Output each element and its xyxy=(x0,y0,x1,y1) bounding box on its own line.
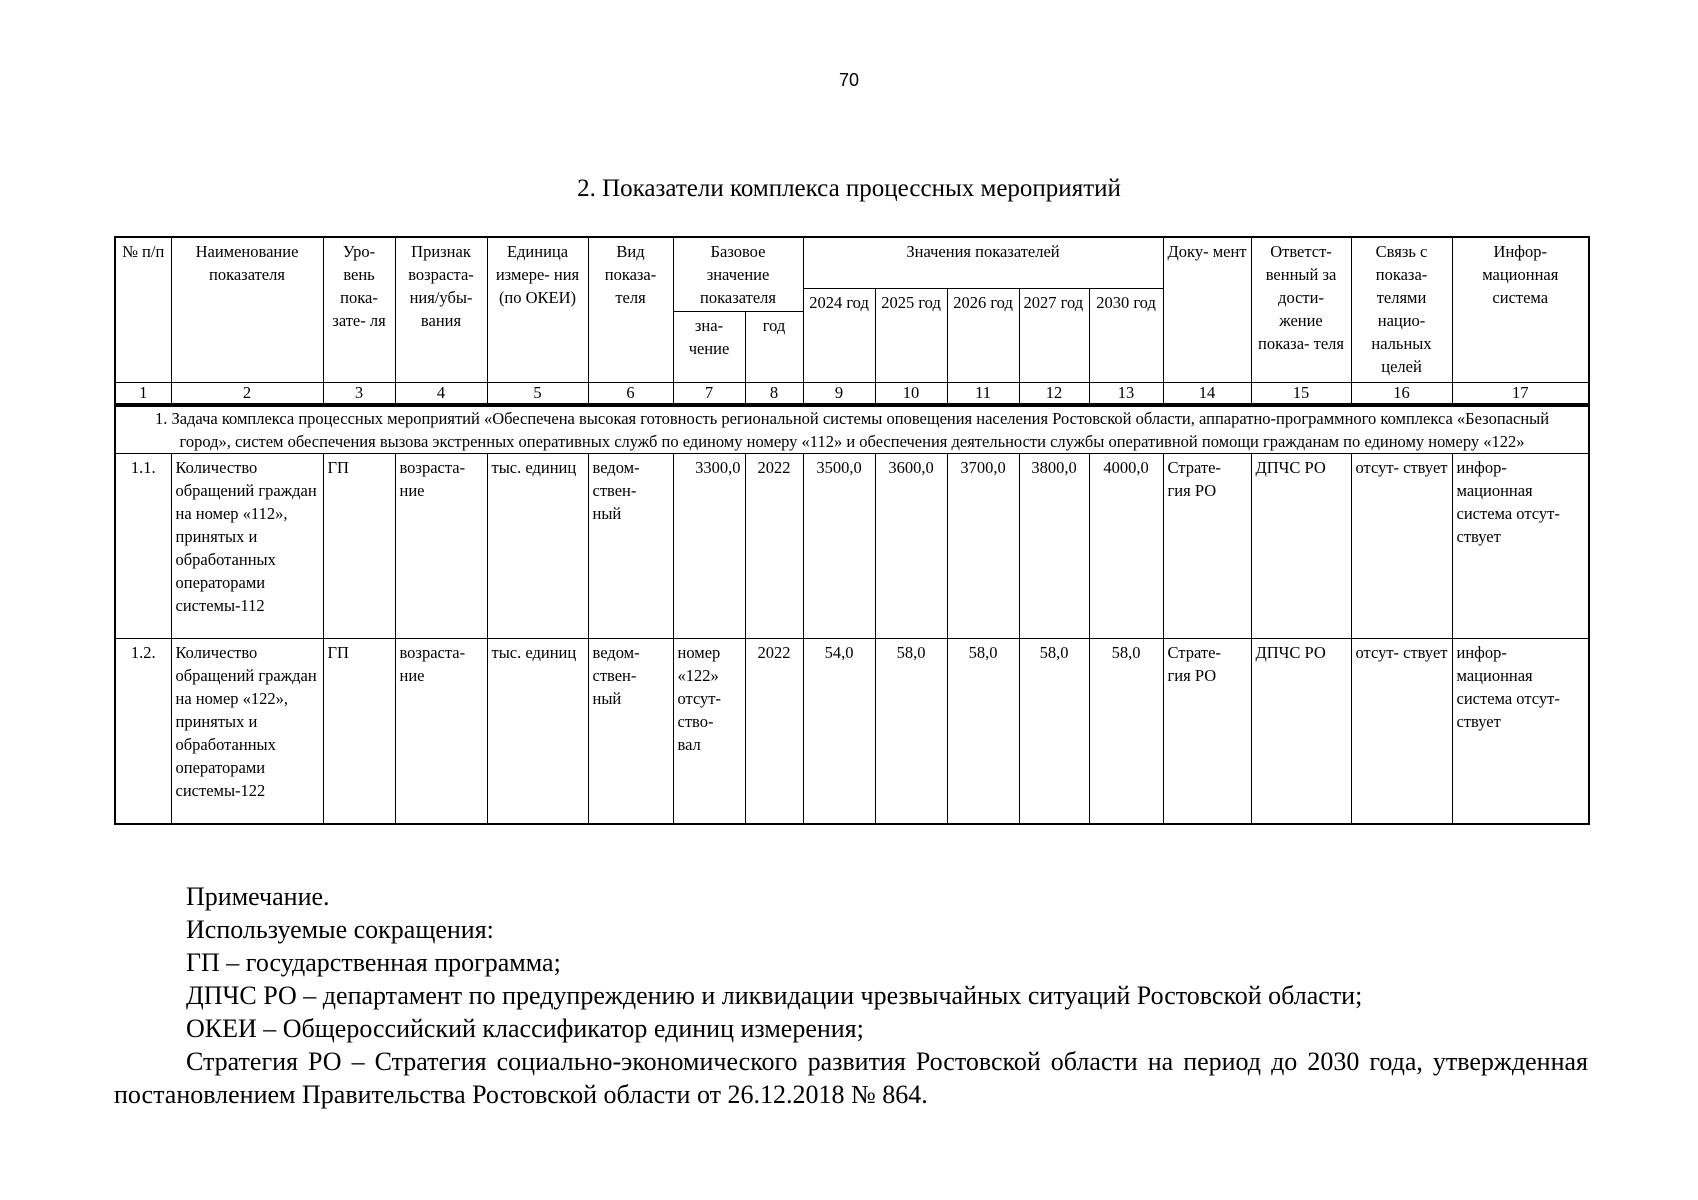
cell-name: Количество обращений граждан на номер «122», принятых и обработанных операторами системы-122 xyxy=(171,639,323,825)
cell-level: ГП xyxy=(323,639,395,825)
header-level: Уро- вень пока- зате- ля xyxy=(323,237,395,383)
header-2030: 2030 год xyxy=(1089,289,1163,383)
cell-doc: Страте- гия РО xyxy=(1163,454,1251,639)
abbreviation-item: Стратегия РО – Стратегия социально-экономического развития Ростовской области на период до 2030 года, утвержденная постановлением Правительства Ростовской области от 26.12.2018 № 864. xyxy=(114,1047,1588,1109)
cell-base-value: номер «122» отсут- ство- вал xyxy=(673,639,745,825)
cell-type: ведом- ствен- ный xyxy=(588,639,673,825)
cell-2027: 3800,0 xyxy=(1019,454,1089,639)
cell-info: инфор- мационная система отсут- ствует xyxy=(1452,639,1589,825)
col-number: 7 xyxy=(673,383,745,406)
col-number: 4 xyxy=(395,383,487,406)
col-number: 6 xyxy=(588,383,673,406)
header-base-year: год xyxy=(745,312,803,383)
header-resp: Ответст- венный за дости- жение показа- теля xyxy=(1251,237,1351,383)
table-row xyxy=(115,639,1589,825)
cell-2024: 3500,0 xyxy=(803,454,875,639)
cell-num: 1.2. xyxy=(115,639,171,825)
col-number: 9 xyxy=(803,383,875,406)
col-number: 16 xyxy=(1351,383,1452,406)
column-numbers-row xyxy=(115,383,1589,406)
header-sign: Признак возраста- ния/убы- вания xyxy=(395,237,487,383)
cell-base-value: 3300,0 xyxy=(673,454,745,639)
header-num: № п/п xyxy=(115,237,171,383)
cell-info: инфор- мационная система отсут- ствует xyxy=(1452,454,1589,639)
notes-section xyxy=(114,880,1588,1111)
cell-2026: 58,0 xyxy=(947,639,1019,825)
col-number: 11 xyxy=(947,383,1019,406)
cell-resp: ДПЧС РО xyxy=(1251,454,1351,639)
cell-doc: Страте- гия РО xyxy=(1163,639,1251,825)
header-info: Инфор- мационная система xyxy=(1452,237,1589,383)
col-number: 3 xyxy=(323,383,395,406)
cell-2026: 3700,0 xyxy=(947,454,1019,639)
header-values: Значения показателей xyxy=(803,237,1163,289)
header-type: Вид показа- теля xyxy=(588,237,673,383)
cell-sign: возраста- ние xyxy=(395,639,487,825)
col-number: 10 xyxy=(875,383,947,406)
abbreviation-item: ГП – государственная программа; xyxy=(186,948,561,977)
abbreviations-heading: Используемые сокращения: xyxy=(186,915,494,944)
task-text: 1. Задача комплекса процессных мероприятий «Обеспечена высокая готовность региональной системы оповещения населения Ростовской области, аппаратно-программного комплекса «Безопасный город», систем обеспечения вызова экстренных оперативных служб по единому номеру «112» и обеспечения деятельности службы оперативной помощи гражданам по единому номеру «122» xyxy=(115,405,1589,454)
page-number: 70 xyxy=(838,70,860,90)
cell-link: отсут- ствует xyxy=(1351,454,1452,639)
cell-2030: 58,0 xyxy=(1089,639,1163,825)
cell-2025: 3600,0 xyxy=(875,454,947,639)
col-number: 15 xyxy=(1251,383,1351,406)
col-number: 1 xyxy=(115,383,171,406)
table-row xyxy=(115,454,1589,639)
cell-base-year: 2022 xyxy=(745,454,803,639)
cell-resp: ДПЧС РО xyxy=(1251,639,1351,825)
cell-type: ведом- ствен- ный xyxy=(588,454,673,639)
col-number: 12 xyxy=(1019,383,1089,406)
header-name: Наименование показателя xyxy=(171,237,323,383)
cell-2030: 4000,0 xyxy=(1089,454,1163,639)
task-row xyxy=(115,405,1589,454)
cell-2024: 54,0 xyxy=(803,639,875,825)
header-unit: Единица измере- ния (по ОКЕИ) xyxy=(487,237,588,383)
cell-unit: тыс. единиц xyxy=(487,639,588,825)
cell-level: ГП xyxy=(323,454,395,639)
col-number: 2 xyxy=(171,383,323,406)
cell-num: 1.1. xyxy=(115,454,171,639)
header-2024: 2024 год xyxy=(803,289,875,383)
cell-2027: 58,0 xyxy=(1019,639,1089,825)
abbreviation-item: ОКЕИ – Общероссийский классификатор единиц измерения; xyxy=(186,1014,864,1043)
col-number: 13 xyxy=(1089,383,1163,406)
header-base: Базовое значение показателя xyxy=(673,237,803,312)
header-link: Связь с показа- телями нацио- нальных целей xyxy=(1351,237,1452,383)
header-2027: 2027 год xyxy=(1019,289,1089,383)
header-row-1 xyxy=(115,237,1589,289)
abbreviation-item: ДПЧС РО – департамент по предупреждению и ликвидации чрезвычайных ситуаций Ростовской области; xyxy=(186,981,1363,1010)
cell-sign: возраста- ние xyxy=(395,454,487,639)
header-2025: 2025 год xyxy=(875,289,947,383)
col-number: 5 xyxy=(487,383,588,406)
cell-unit: тыс. единиц xyxy=(487,454,588,639)
header-doc: Доку- мент xyxy=(1163,237,1251,383)
header-base-value: зна- чение xyxy=(673,312,745,383)
section-title: 2. Показатели комплекса процессных мероприятий xyxy=(577,175,1121,202)
col-number: 14 xyxy=(1163,383,1251,406)
col-number: 8 xyxy=(745,383,803,406)
notes-heading: Примечание. xyxy=(186,882,330,911)
header-2026: 2026 год xyxy=(947,289,1019,383)
col-number: 17 xyxy=(1452,383,1589,406)
cell-base-year: 2022 xyxy=(745,639,803,825)
cell-link: отсут- ствует xyxy=(1351,639,1452,825)
cell-2025: 58,0 xyxy=(875,639,947,825)
cell-name: Количество обращений граждан на номер «112», принятых и обработанных операторами системы-112 xyxy=(171,454,323,639)
indicators-table xyxy=(114,236,1590,825)
